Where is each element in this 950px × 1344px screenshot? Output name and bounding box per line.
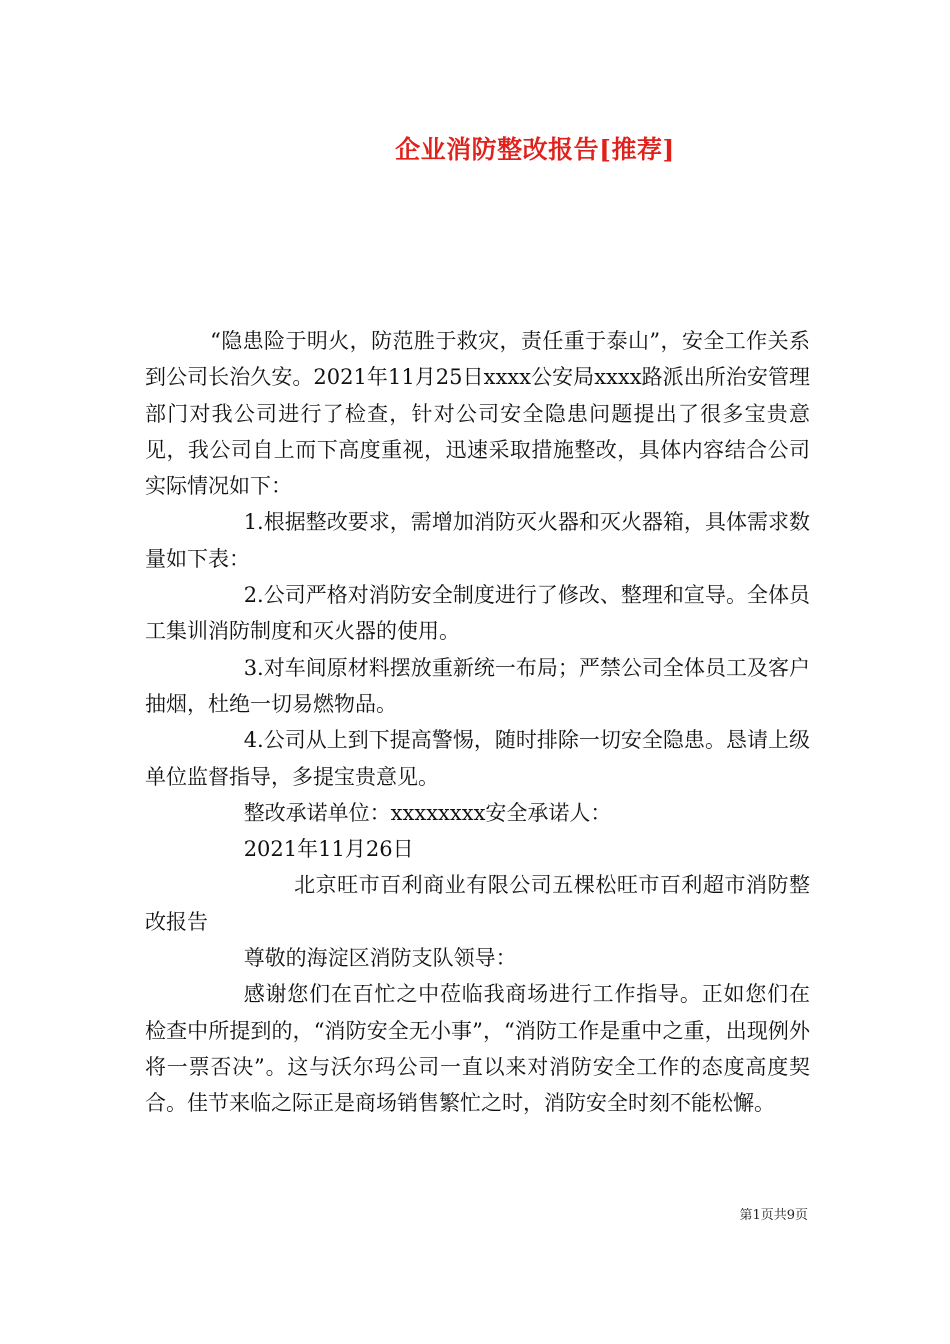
date-line: 2021年11月26日 [243,837,414,862]
list-item-2: 2.公司严格对消防安全制度进行了修改、整理和宣导。全体员工集训消防制度和灭火器的使用。 [145,583,810,644]
second-report-title: 北京旺市百利商业有限公司五棵松旺市百利超市消防整改报告 [145,873,810,934]
page-number: 第1页共9页 [739,1208,808,1223]
paragraph-thanks: 感谢您们在百忙之中莅临我商场进行工作指导。正如您们在检查中所提到的，“消防安全无小事”，“消防工作是重中之重，出现例外将一票否决”。这与沃尔玛公司一直以来对消防安全工作的态度高度契合。佳节来临之际正是商场销售繁忙之时，消防安全时刻不能松懈。 [145,982,810,1116]
paragraph-intro: “隐患险于明火，防范胜于救灾，责任重于泰山”，安全工作关系到公司长治久安。2021年11月25日xxxx公安局xxxx路派出所治安管理部门对我公司进行了检查，针对公司安全隐患问题提出了很多宝贵意见，我公司自上而下高度重视，迅速采取措施整改，具体内容结合公司实际情况如下： [145,329,810,499]
document-body [145,323,810,1122]
list-item-3: 3.对车间原材料摆放重新统一布局；严禁公司全体员工及客户抽烟，杜绝一切易燃物品。 [145,655,810,716]
list-item-4: 4.公司从上到下提高警惕，随时排除一切安全隐患。恳请上级单位监督指导，多提宝贵意见。 [145,728,810,789]
list-item-1: 1.根据整改要求，需增加消防灭火器和灭火器箱，具体需求数量如下表： [145,510,810,571]
page-title: 企业消防整改报告[推荐] [395,135,675,164]
salutation: 尊敬的海淀区消防支队领导： [243,946,517,971]
commitment-line: 整改承诺单位：xxxxxxxx安全承诺人： [243,800,612,825]
